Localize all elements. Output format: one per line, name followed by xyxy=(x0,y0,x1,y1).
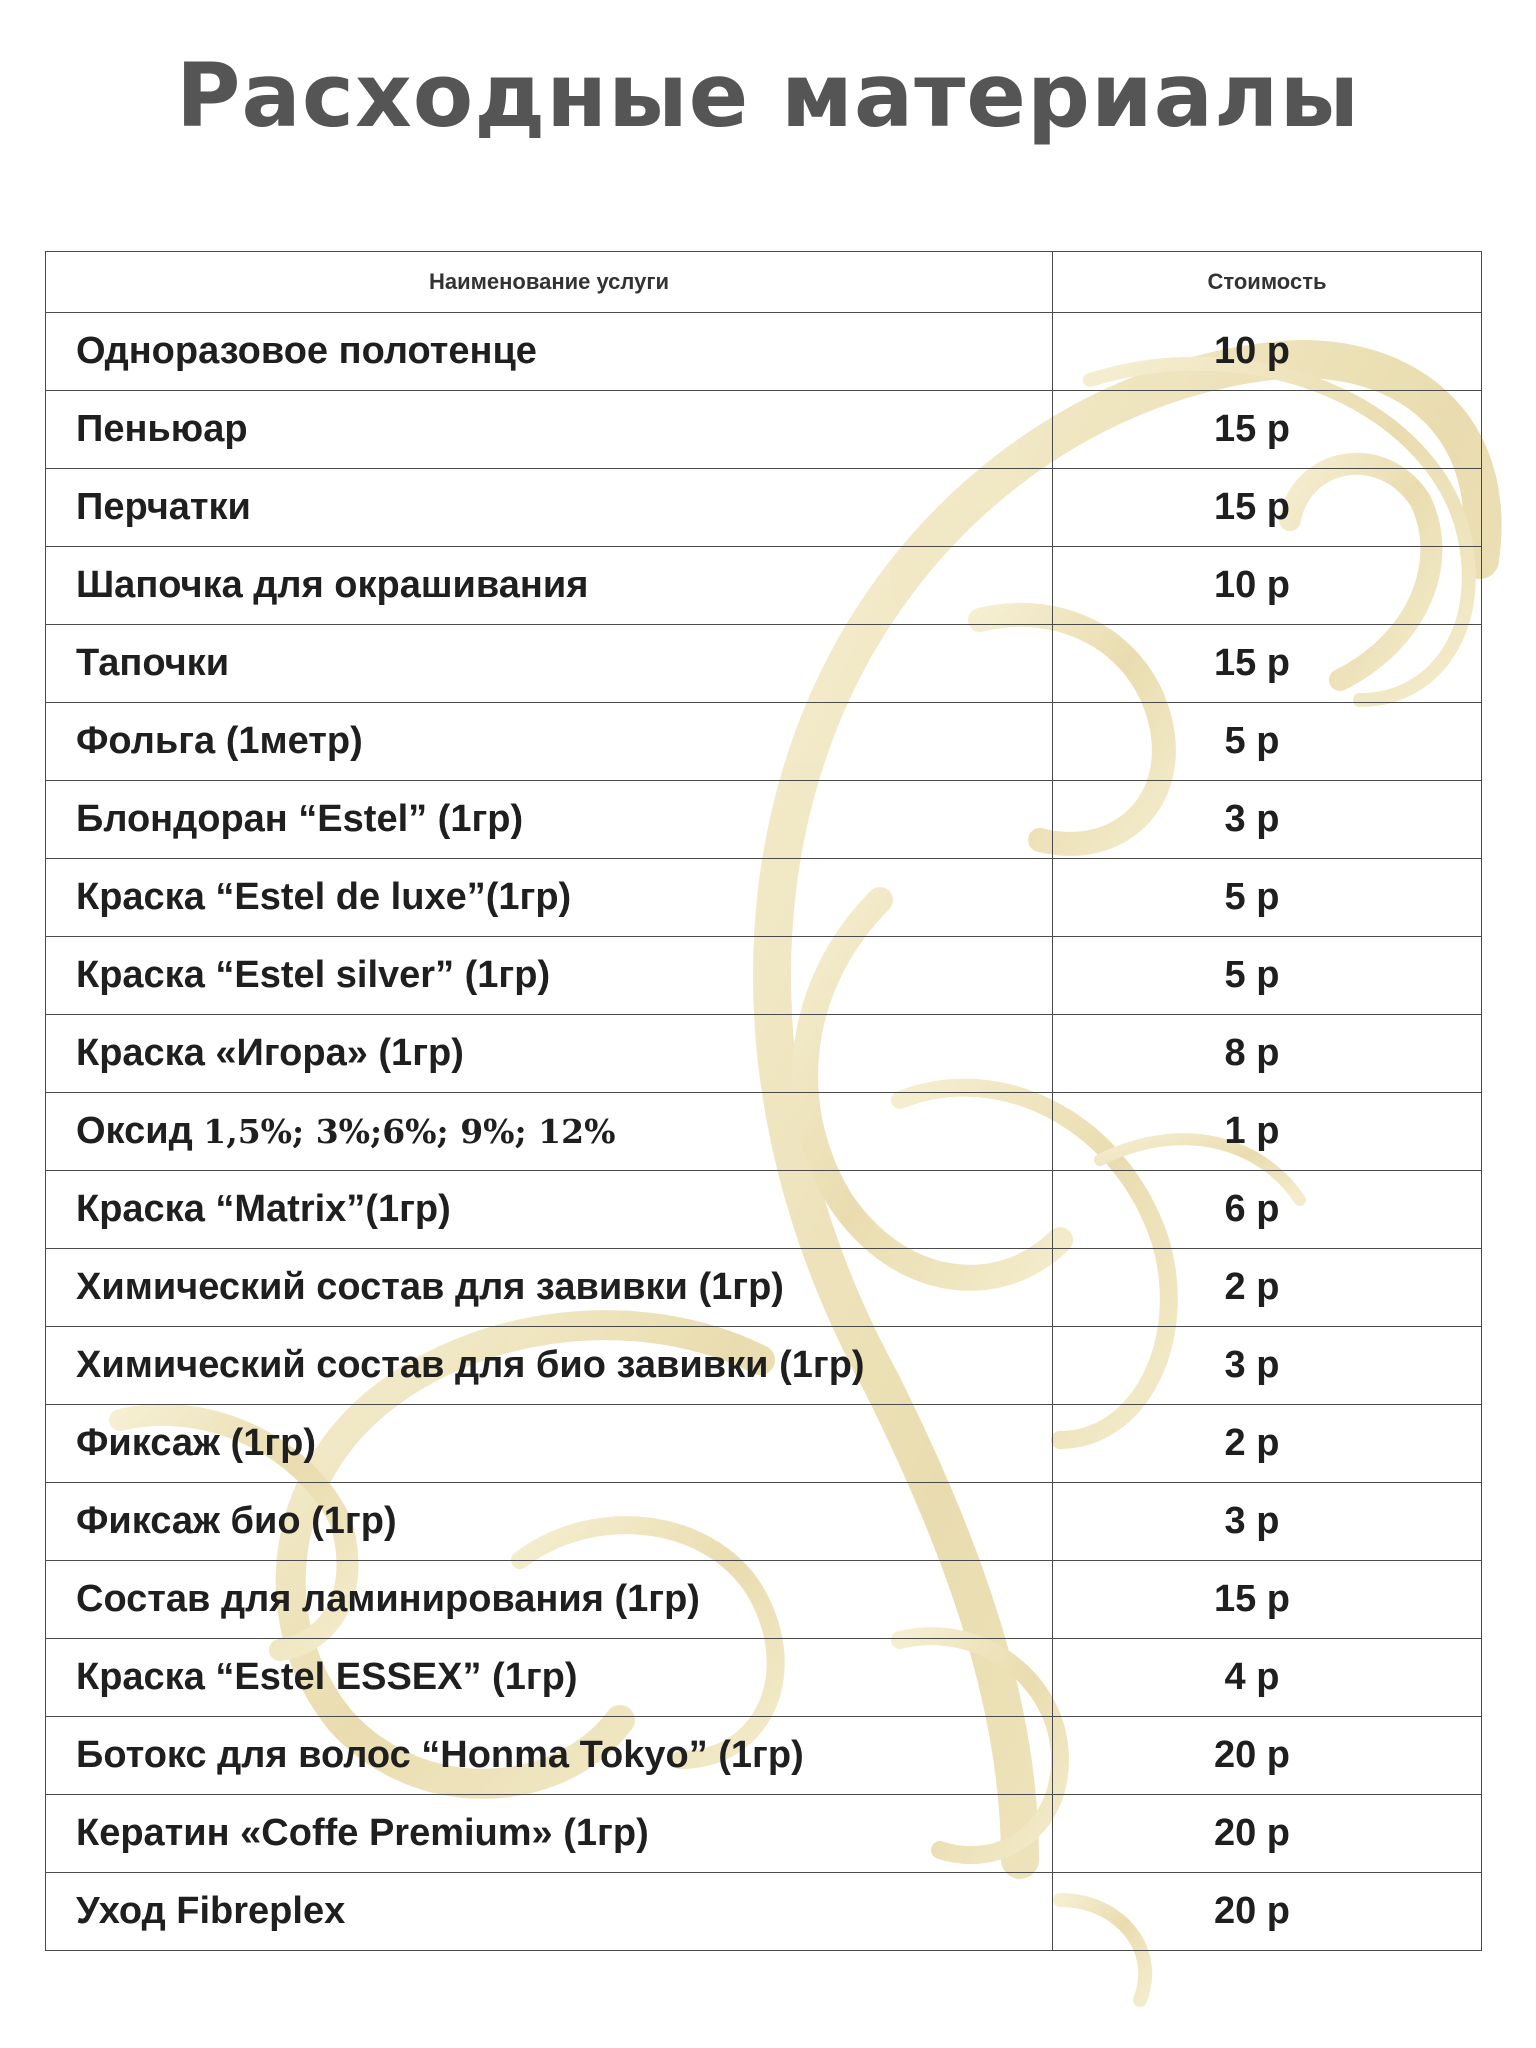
service-name: Перчатки xyxy=(76,486,251,528)
service-name-cell xyxy=(46,781,1053,859)
service-price: 3 р xyxy=(1224,798,1280,840)
service-price-cell xyxy=(1053,547,1482,625)
table-row xyxy=(46,1327,1482,1405)
table-header-row xyxy=(46,252,1482,313)
table-row xyxy=(46,1639,1482,1717)
table-row xyxy=(46,469,1482,547)
table-row xyxy=(46,859,1482,937)
service-name: Одноразовое полотенце xyxy=(76,330,537,372)
service-name: Краска «Игора» (1гр) xyxy=(76,1032,464,1074)
service-name-cell xyxy=(46,1795,1053,1873)
service-name-cell xyxy=(46,469,1053,547)
table-body xyxy=(46,313,1482,1951)
service-price: 3 р xyxy=(1224,1500,1280,1542)
service-price: 5 р xyxy=(1224,954,1280,996)
service-name: Фиксаж био (1гр) xyxy=(76,1500,397,1542)
service-price-cell xyxy=(1053,313,1482,391)
service-price: 20 р xyxy=(1213,1890,1291,1932)
service-name-cell xyxy=(46,1327,1053,1405)
service-price: 10 р xyxy=(1213,564,1291,606)
service-name-cell xyxy=(46,937,1053,1015)
table-row xyxy=(46,391,1482,469)
column-header-price: Стоимость xyxy=(1053,252,1482,313)
table-row xyxy=(46,1405,1482,1483)
service-name: Краска “Matrix”(1гр) xyxy=(76,1188,451,1230)
service-price: 5 р xyxy=(1224,720,1280,762)
service-price-cell xyxy=(1053,1717,1482,1795)
service-name: Краска “Estel de luxe”(1гр) xyxy=(76,876,572,918)
service-name-cell xyxy=(46,1405,1053,1483)
service-price-cell xyxy=(1053,391,1482,469)
service-name-detail: 1,5%; 3%;6%; 9%; 12% xyxy=(203,1112,616,1151)
page-title: Расходные материалы xyxy=(175,44,1361,147)
service-price: 5 р xyxy=(1224,876,1280,918)
service-name: Фольга (1метр) xyxy=(76,720,363,762)
service-name-cell xyxy=(46,1873,1053,1951)
service-price: 2 р xyxy=(1224,1266,1280,1308)
service-price-cell xyxy=(1053,1873,1482,1951)
table-row xyxy=(46,703,1482,781)
service-price: 15 р xyxy=(1213,642,1291,684)
service-name-cell xyxy=(46,1015,1053,1093)
service-price-cell xyxy=(1053,1249,1482,1327)
column-header-name: Наименование услуги xyxy=(46,252,1053,313)
service-name-cell xyxy=(46,625,1053,703)
service-name: Химический состав для био завивки (1гр) xyxy=(76,1344,865,1386)
service-name: Кератин «Coffe Premium» (1гр) xyxy=(76,1812,649,1854)
service-price: 6 р xyxy=(1224,1188,1280,1230)
service-price: 15 р xyxy=(1213,1578,1291,1620)
service-name: Блондоран “Estel” (1гр) xyxy=(76,798,524,840)
service-price-cell xyxy=(1053,1327,1482,1405)
service-name-cell xyxy=(46,547,1053,625)
table-row xyxy=(46,625,1482,703)
service-price-cell xyxy=(1053,1171,1482,1249)
service-price-cell xyxy=(1053,1795,1482,1873)
service-name: Оксид xyxy=(76,1110,193,1152)
service-name-cell xyxy=(46,703,1053,781)
service-price: 1 р xyxy=(1224,1110,1280,1152)
table-row xyxy=(46,1249,1482,1327)
service-price: 3 р xyxy=(1224,1344,1280,1386)
service-name: Краска “Estel ESSEX” (1гр) xyxy=(76,1656,578,1698)
service-price: 20 р xyxy=(1213,1812,1291,1854)
table-row xyxy=(46,781,1482,859)
service-price-cell xyxy=(1053,1015,1482,1093)
table-row xyxy=(46,547,1482,625)
service-name-cell xyxy=(46,1249,1053,1327)
service-price-cell xyxy=(1053,1483,1482,1561)
service-name: Ботокс для волос “Honma Tokyo” (1гр) xyxy=(76,1734,804,1776)
service-name-cell xyxy=(46,1561,1053,1639)
service-name: Уход Fibreplex xyxy=(76,1890,346,1932)
service-price-cell xyxy=(1053,937,1482,1015)
service-name-cell xyxy=(46,1483,1053,1561)
service-name: Фиксаж (1гр) xyxy=(76,1422,317,1464)
service-price-cell xyxy=(1053,1093,1482,1171)
table-row xyxy=(46,1795,1482,1873)
service-price-cell xyxy=(1053,703,1482,781)
service-name: Химический состав для завивки (1гр) xyxy=(76,1266,784,1308)
service-price-cell xyxy=(1053,859,1482,937)
service-price: 4 р xyxy=(1224,1656,1280,1698)
service-name-cell xyxy=(46,313,1053,391)
service-name-cell xyxy=(46,391,1053,469)
service-price-cell xyxy=(1053,469,1482,547)
service-price: 2 р xyxy=(1224,1422,1280,1464)
service-name-cell xyxy=(46,1639,1053,1717)
service-price: 20 р xyxy=(1213,1734,1291,1776)
table-row xyxy=(46,937,1482,1015)
service-name: Пеньюар xyxy=(76,408,248,450)
service-name-cell xyxy=(46,1171,1053,1249)
price-table xyxy=(45,251,1482,1951)
service-price-cell xyxy=(1053,1405,1482,1483)
service-name-cell xyxy=(46,859,1053,937)
table-row xyxy=(46,1171,1482,1249)
service-name: Тапочки xyxy=(76,642,230,684)
table-row xyxy=(46,1093,1482,1171)
service-name: Краска “Estel silver” (1гр) xyxy=(76,954,551,996)
service-price-cell xyxy=(1053,625,1482,703)
table-row xyxy=(46,1015,1482,1093)
table-row xyxy=(46,1561,1482,1639)
service-price: 15 р xyxy=(1213,408,1291,450)
service-price-cell xyxy=(1053,1561,1482,1639)
table-row xyxy=(46,1873,1482,1951)
service-name-cell xyxy=(46,1717,1053,1795)
service-name-cell xyxy=(46,1093,1053,1171)
service-price: 15 р xyxy=(1213,486,1291,528)
service-price: 8 р xyxy=(1224,1032,1280,1074)
table-row xyxy=(46,1483,1482,1561)
service-price-cell xyxy=(1053,1639,1482,1717)
service-name: Состав для ламинирования (1гр) xyxy=(76,1578,700,1620)
service-name: Шапочка для окрашивания xyxy=(76,564,589,606)
table-row xyxy=(46,1717,1482,1795)
table-row xyxy=(46,313,1482,391)
service-price: 10 р xyxy=(1213,330,1291,372)
service-price-cell xyxy=(1053,781,1482,859)
